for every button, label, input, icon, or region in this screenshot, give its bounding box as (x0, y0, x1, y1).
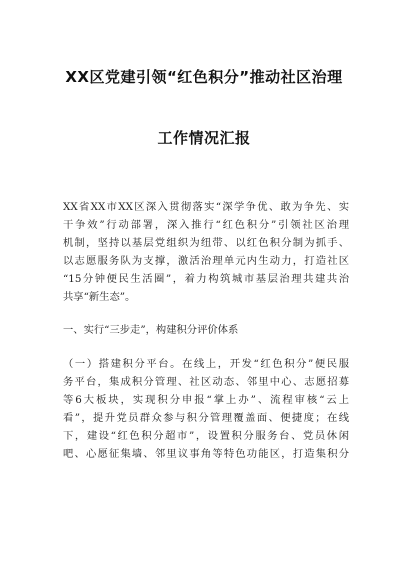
paragraph-3-line-6: 吧、心愿征集墙、邻里议事角等特色功能区，打造集积分 (63, 448, 349, 460)
paragraph-1-line-6: 共享“新生态”。 (63, 291, 136, 303)
paragraph-3-line-2: 务平台，集成积分管理、社区动态、邻里中心、志愿招募 (63, 376, 349, 388)
paragraph-1-line-5: “15分钟便民生活圈”，着力构筑城市基层治理共建共治 (63, 273, 349, 285)
paragraph-1-line-2: 干争效”行动部署，深入推行“红色积分”引领社区治理 (63, 219, 349, 231)
paragraph-1-line-1: XX省XX市XX区深入贯彻落实“深学争优、敢为争先、实 (63, 201, 349, 213)
paragraph-3-line-4: 看”，提升党员群众参与积分管理覆盖面、便捷度；在线 (63, 412, 349, 424)
paragraph-1-line-3: 机制，坚持以基层党组织为纽带、以红色积分制为抓手、 (63, 237, 349, 249)
document-title-line-2: 工作情况汇报 (157, 129, 251, 147)
section-heading-1: 一、实行“三步走”，构建积分评价体系 (63, 324, 239, 336)
paragraph-3-line-1: （一）搭建积分平台。在线上，开发“红色积分”便民服 (63, 358, 349, 370)
document-title-line-1: XX区党建引领“红色积分”推动社区治理 (65, 68, 343, 86)
paragraph-1-line-4: 以志愿服务队为支撑，激活治理单元内生动力，打造社区 (63, 255, 349, 267)
paragraph-3-line-3: 等6大板块，实现积分申报“掌上办”、流程审核“云上 (63, 394, 349, 406)
paragraph-3-line-5: 下，建设“红色积分超市”，设置积分服务台、党员休闲 (63, 430, 349, 442)
